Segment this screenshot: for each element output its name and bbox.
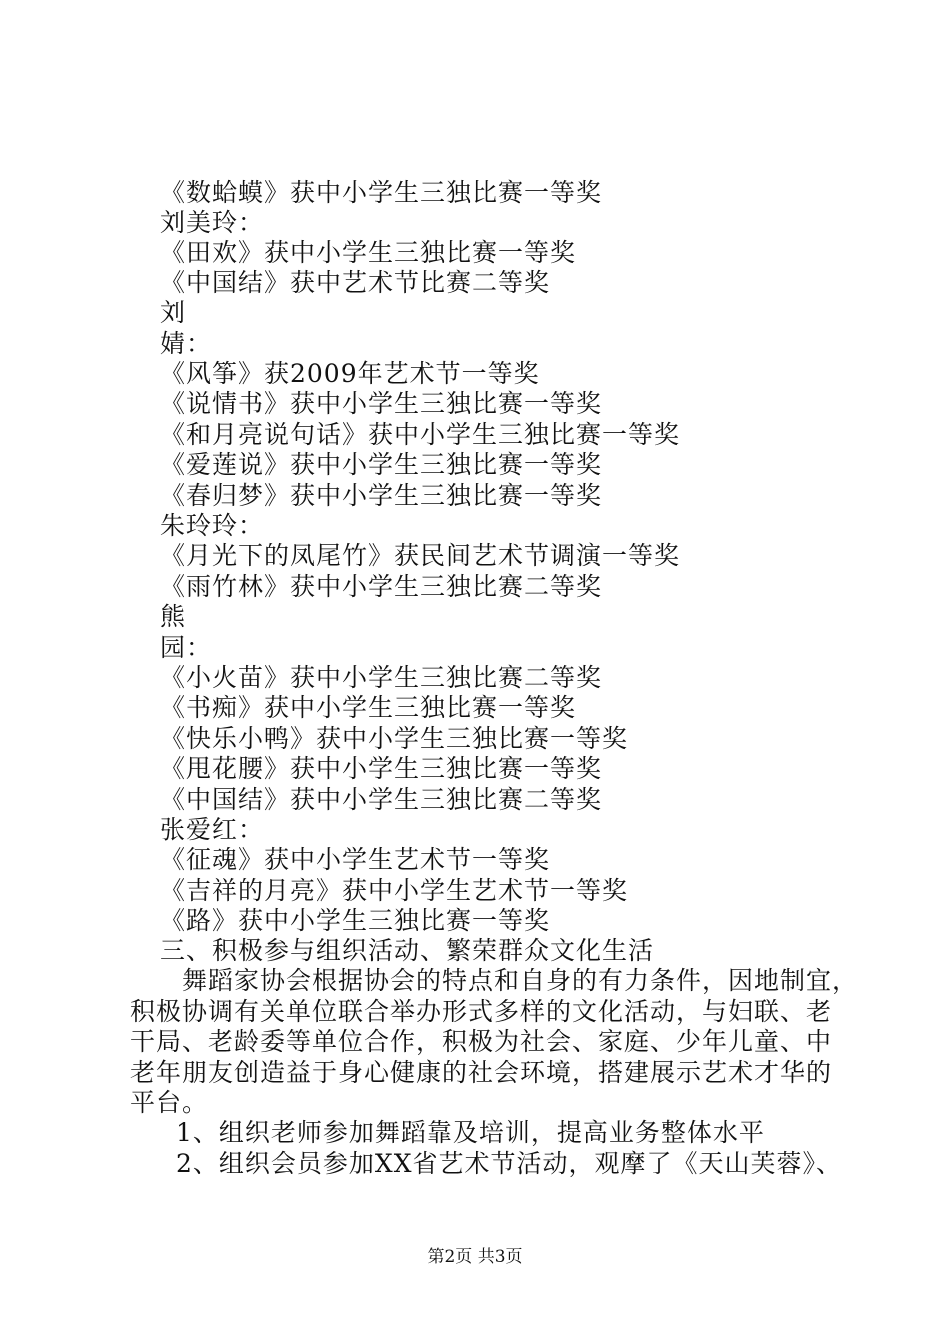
person-name: 朱玲玲： [160,511,265,540]
award-line: 《路》获中小学生三独比赛一等奖 [160,906,551,935]
person-name: 园： [160,633,213,662]
person-name: 熊 [160,602,187,631]
person-name: 刘美玲： [160,208,265,237]
award-line: 《田欢》获中小学生三独比赛一等奖 [160,238,577,267]
award-line: 《数蛤蟆》获中小学生三独比赛一等奖 [160,178,603,207]
list-item: 2、组织会员参加XX省艺术节活动，观摩了《天山芙蓉》、 [176,1149,843,1178]
person-name: 刘 [160,298,187,327]
award-line: 《书痴》获中小学生三独比赛一等奖 [160,693,577,722]
award-line: 《甩花腰》获中小学生三独比赛一等奖 [160,754,603,783]
award-line: 《和月亮说句话》获中小学生三独比赛一等奖 [160,420,681,449]
page-number: 第2页 共3页 [427,1247,523,1267]
person-name: 婧： [160,329,213,358]
award-line: 《中国结》获中艺术节比赛二等奖 [160,268,551,297]
paragraph-line: 老年朋友创造益于身心健康的社会环境，搭建展示艺术才华的 [130,1058,833,1087]
award-line: 《快乐小鸭》获中小学生三独比赛一等奖 [160,724,629,753]
section-heading: 三、积极参与组织活动、繁荣群众文化生活 [160,936,655,965]
person-name: 张爱红： [160,815,265,844]
award-line: 《风筝》获2009年艺术节一等奖 [160,359,540,388]
award-line: 《征魂》获中小学生艺术节一等奖 [160,845,551,874]
award-line: 《中国结》获中小学生三独比赛二等奖 [160,785,603,814]
award-line: 《春归梦》获中小学生三独比赛一等奖 [160,481,603,510]
paragraph-line: 舞蹈家协会根据协会的特点和自身的有力条件，因地制宜， [182,966,859,995]
paragraph-line: 干局、老龄委等单位合作，积极为社会、家庭、少年儿童、中 [130,1027,833,1056]
list-item: 1、组织老师参加舞蹈靠及培训，提高业务整体水平 [176,1118,765,1147]
paragraph-line: 平台。 [130,1088,209,1117]
award-line: 《小火苗》获中小学生三独比赛二等奖 [160,663,603,692]
award-line: 《月光下的凤尾竹》获民间艺术节调演一等奖 [160,541,681,570]
paragraph-line: 积极协调有关单位联合举办形式多样的文化活动，与妇联、老 [130,997,833,1026]
award-line: 《爱莲说》获中小学生三独比赛一等奖 [160,450,603,479]
award-line: 《吉祥的月亮》获中小学生艺术节一等奖 [160,876,629,905]
award-line: 《说情书》获中小学生三独比赛一等奖 [160,389,603,418]
award-line: 《雨竹林》获中小学生三独比赛二等奖 [160,572,603,601]
